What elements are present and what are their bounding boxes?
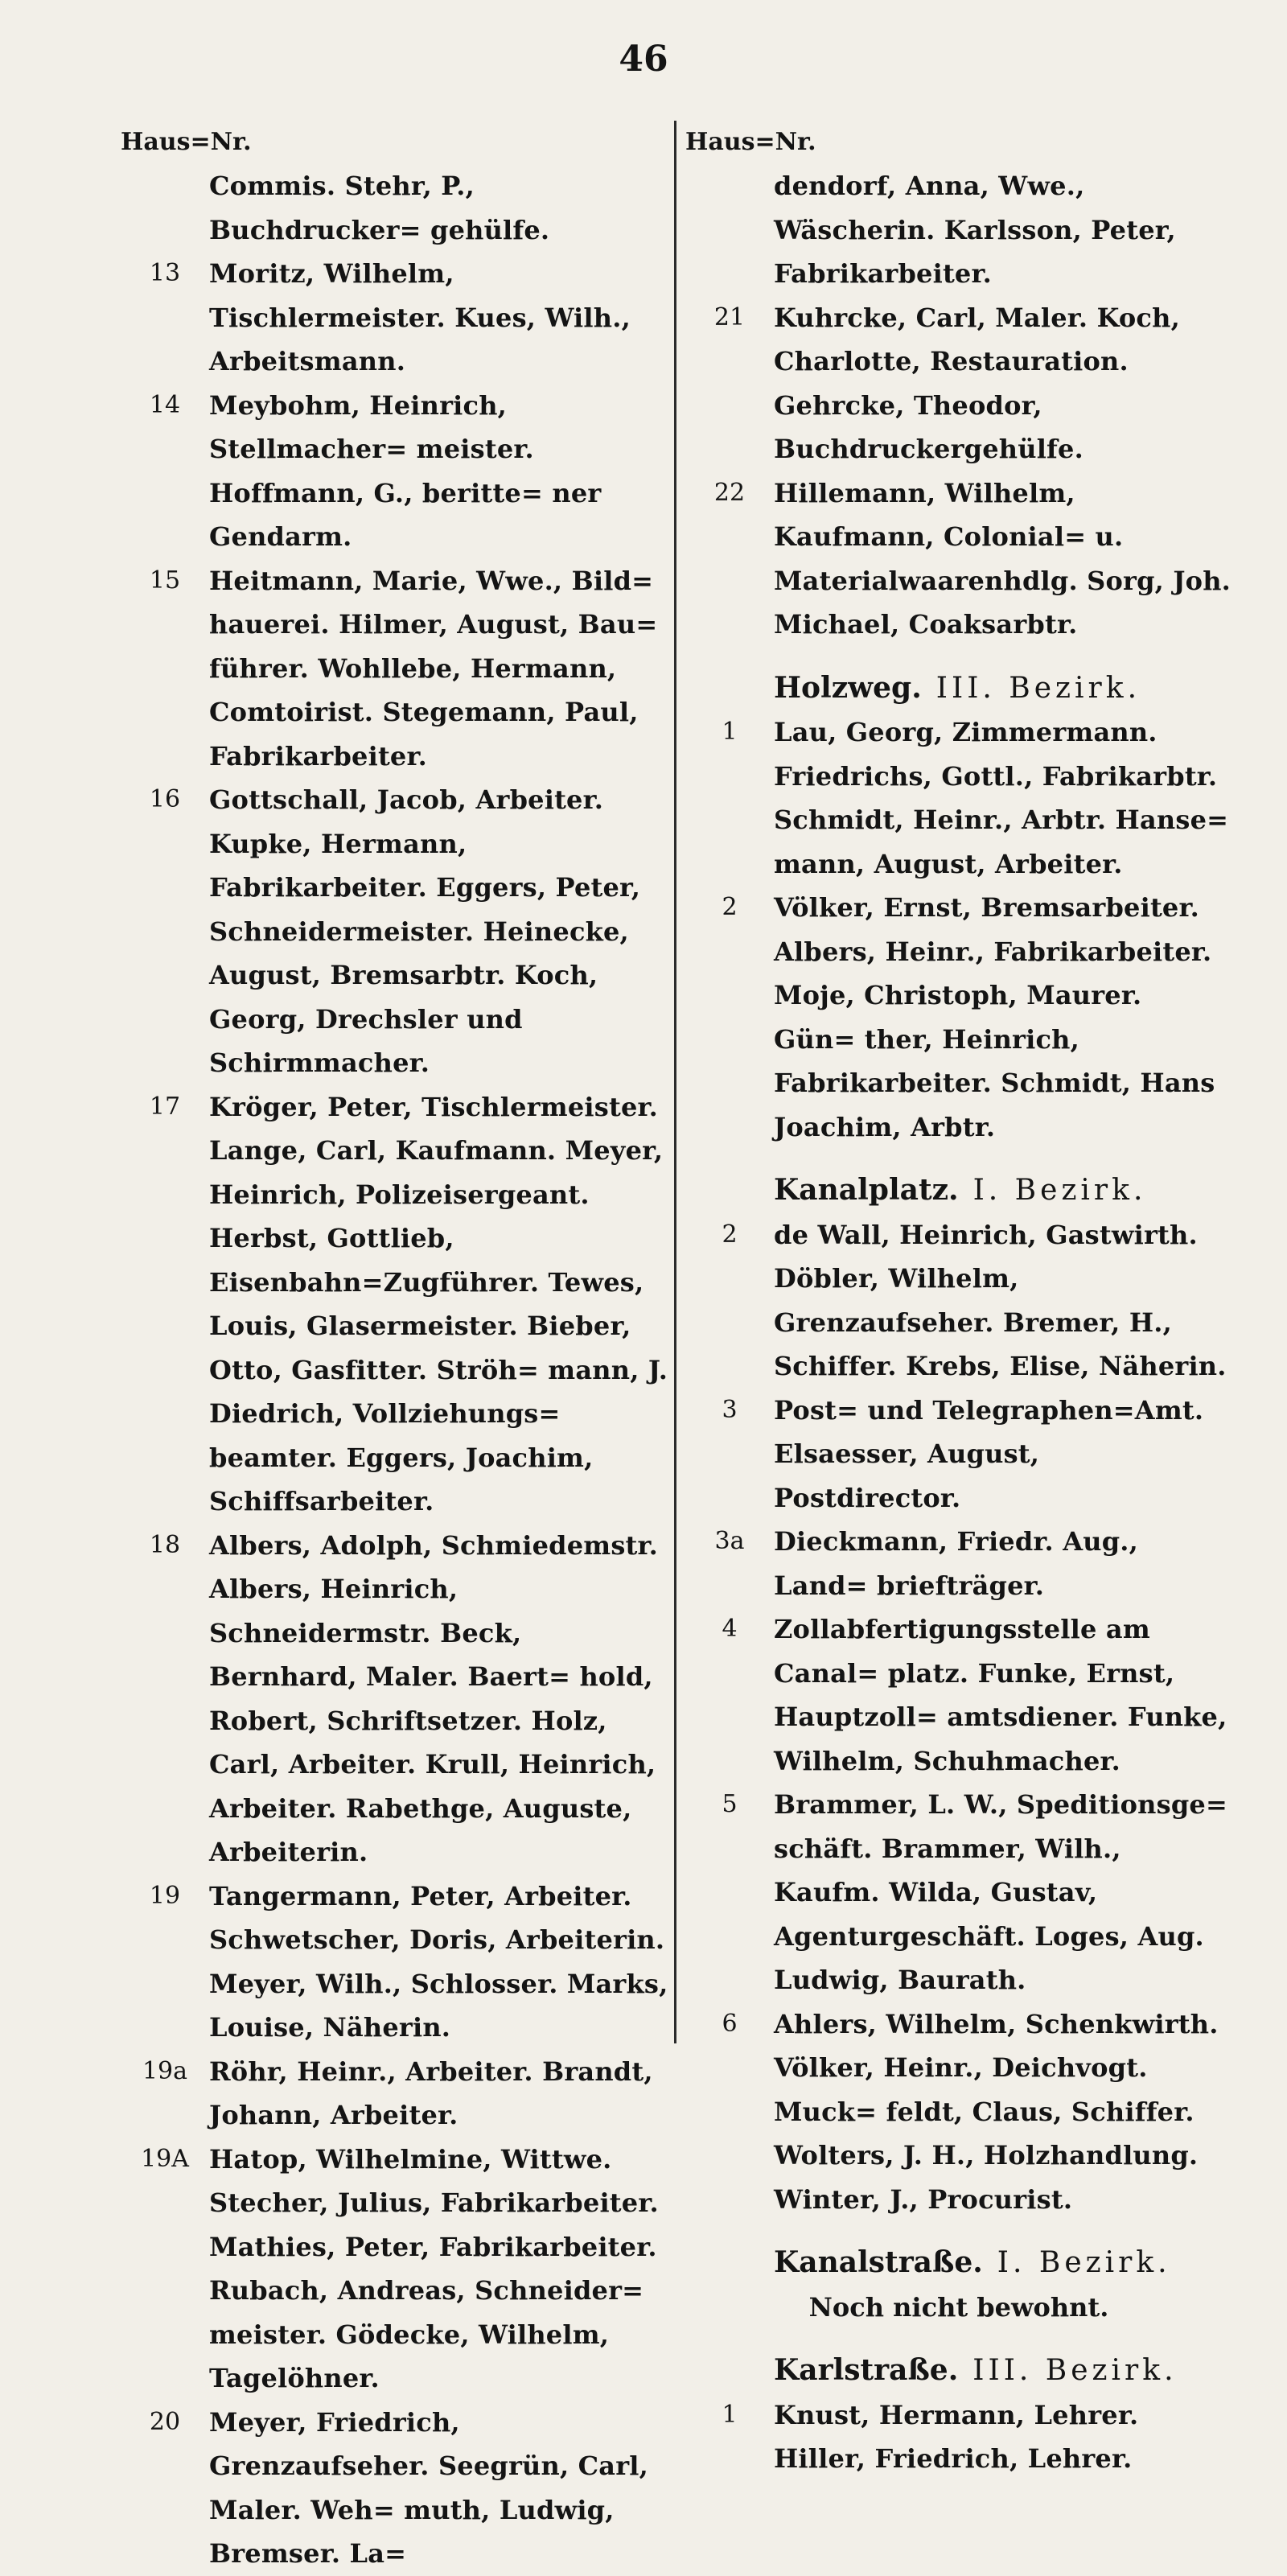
resident-text: Tangermann, Peter, Arbeiter. Schwetscher, Doris, Arbeiterin. Meyer, Wilh., Schlosser. Marks, Louise, Näherin. (209, 1880, 668, 2043)
house-number: 2 (722, 893, 738, 921)
house-number: 20 (149, 2407, 181, 2436)
resident-text: Lau, Georg, Zimmermann. Friedrichs, Gottl., Fabrikarbtr. Schmidt, Heinr., Arbtr. Hanse= mann, August, Arbeiter. (774, 717, 1229, 879)
house-number (685, 164, 774, 296)
resident-text: Commis. Stehr, P., Buchdrucker= gehülfe. (209, 171, 550, 245)
resident-text: de Wall, Heinrich, Gastwirth. Döbler, Wilhelm, Grenzaufseher. Bremer, H., Schiffer. Krebs, Elise, Näherin. (774, 1219, 1227, 1381)
house-number: 5 (722, 1790, 738, 1818)
house-number (121, 164, 209, 252)
street-heading-kanalstrasse (685, 2241, 1232, 2286)
resident-text: Post= und Telegraphen=Amt. Elsaesser, August, Postdirector. (774, 1394, 1204, 1513)
house-number: 14 (149, 390, 181, 419)
directory-entry (685, 710, 1232, 886)
house-number: 19a (142, 2056, 188, 2085)
street-heading-kanalplatz (685, 1168, 1232, 1213)
directory-entry (121, 2401, 676, 2576)
resident-text: Völker, Ernst, Bremsarbeiter. Albers, Heinr., Fabrikarbeiter. Moje, Christoph, Maurer. Gün= ther, Heinrich, Fabrikarbeiter. Schmidt, Hans Joachim, Arbtr. (774, 892, 1215, 1142)
directory-entry (685, 296, 1232, 471)
resident-text: dendorf, Anna, Wwe., Wäscherin. Karlsson, Peter, Fabrikarbeiter. (774, 171, 1176, 289)
resident-text: Gottschall, Jacob, Arbeiter. Kupke, Hermann, Fabrikarbeiter. Eggers, Peter, Schneidermeister. Heinecke, August, Bremsarbtr. Koch, Georg, Drechsler und Schirmmacher. (209, 784, 641, 1078)
house-number: 2 (722, 1220, 738, 1249)
directory-entry (121, 559, 676, 779)
resident-text: Röhr, Heinr., Arbeiter. Brandt, Johann, Arbeiter. (209, 2055, 653, 2130)
house-number: 4 (722, 1615, 738, 1643)
directory-entry (685, 1607, 1232, 1783)
house-number: 3 (722, 1395, 738, 1424)
street-heading-karlstrasse (685, 2348, 1232, 2393)
directory-entry (685, 471, 1232, 647)
directory-entry (685, 2002, 1232, 2222)
resident-text: Moritz, Wilhelm, Tischlermeister. Kues, Wilh., Arbeitsmann. (209, 258, 631, 377)
district-label: III. Bezirk. (972, 2354, 1178, 2387)
resident-text: Dieckmann, Friedr. Aug., Land= briefträger. (774, 1526, 1138, 1601)
holzweg-entries (685, 710, 1232, 1149)
directory-entry (121, 778, 676, 1085)
left-column (121, 121, 676, 2576)
karlstrasse-entries (685, 2393, 1232, 2481)
house-number: 1 (722, 718, 738, 746)
directory-entry (121, 1874, 676, 2050)
house-number: 21 (713, 302, 746, 331)
street-name: Kanalplatz. (774, 1173, 959, 1207)
not-inhabited-note: Noch nicht bewohnt. (808, 2291, 1109, 2323)
directory-entry (121, 2138, 676, 2401)
directory-entry (685, 1520, 1232, 1607)
house-number: 16 (149, 785, 181, 813)
resident-text: Knust, Hermann, Lehrer. Hiller, Friedrich, Lehrer. (774, 2399, 1139, 2474)
directory-entry (121, 384, 676, 559)
directory-entry (685, 164, 1232, 296)
directory-entry (121, 2050, 676, 2138)
district-label: III. Bezirk. (935, 671, 1141, 705)
directory-entry (685, 1389, 1232, 1520)
resident-text: Kröger, Peter, Tischlermeister. Lange, Carl, Kaufmann. Meyer, Heinrich, Polizeisergeant. Herbst, Gottlieb, Eisenbahn=Zugführer. Tewes, Louis, Glasermeister. Bieber, Otto, Gasfitter. Ströh= mann, J. Diedrich, Vollziehungs= beamter. Eggers, Joachim, Schiffsarbeiter. (209, 1091, 668, 1516)
house-number-header: Haus=Nr. (121, 128, 252, 156)
house-number: 6 (722, 2009, 738, 2038)
directory-entry (685, 1213, 1232, 1389)
resident-text: Meybohm, Heinrich, Stellmacher= meister. Hoffmann, G., beritte= ner Gendarm. (209, 389, 602, 552)
resident-text: Brammer, L. W., Speditionsge= schäft. Brammer, Wilh., Kaufm. Wilda, Gustav, Agenturgeschäft. Loges, Aug. Ludwig, Baurath. (774, 1789, 1227, 1995)
left-entries (121, 164, 676, 2576)
directory-entry (121, 252, 676, 384)
house-number: 22 (713, 478, 746, 507)
district-label: I. Bezirk. (997, 2246, 1171, 2279)
house-number: 18 (149, 1530, 181, 1559)
resident-text: Albers, Adolph, Schmiedemstr. Albers, Heinrich, Schneidermstr. Beck, Bernhard, Maler. Baert= hold, Robert, Schriftsetzer. Holz, Carl, Arbeiter. Krull, Heinrich, Arbeiter. Rabethge, Auguste, Arbeiterin. (209, 1529, 658, 1867)
house-number-header: Haus=Nr. (685, 128, 816, 156)
right-column (685, 121, 1232, 2481)
kanalplatz-entries (685, 1213, 1232, 2222)
house-number: 1 (722, 2400, 738, 2429)
resident-text: Meyer, Friedrich, Grenzaufseher. Seegrün, Carl, Maler. Weh= muth, Ludwig, Bremser. La= (209, 2406, 648, 2569)
right-entries-top (685, 164, 1232, 647)
page-number: 46 (619, 39, 668, 80)
directory-entry (121, 1085, 676, 1524)
street-name: Karlstraße. (774, 2353, 959, 2387)
resident-text: Zollabfertigungsstelle am Canal= platz. Funke, Ernst, Hauptzoll= amtsdiener. Funke, Wilhelm, Schuhmacher. (774, 1614, 1227, 1776)
resident-text: Hatop, Wilhelmine, Wittwe. Stecher, Julius, Fabrikarbeiter. Mathies, Peter, Fabrikarbeiter. Rubach, Andreas, Schneider= meister. Gödecke, Wilhelm, Tagelöhner. (209, 2143, 659, 2393)
house-number: 19 (149, 1881, 181, 1910)
street-name: Kanalstraße. (774, 2245, 983, 2279)
house-number: 13 (149, 259, 181, 287)
street-name: Holzweg. (774, 670, 922, 705)
resident-text: Ahlers, Wilhelm, Schenkwirth. Völker, Heinr., Deichvogt. Muck= feldt, Claus, Schiffer. Wolters, J. H., Holzhandlung. Winter, J., Procurist. (774, 2008, 1219, 2215)
directory-entry (685, 886, 1232, 1149)
directory-entry (685, 1783, 1232, 2002)
house-number: 15 (149, 566, 181, 595)
house-number: 3a (714, 1527, 745, 1555)
resident-text: Heitmann, Marie, Wwe., Bild= hauerei. Hilmer, August, Bau= führer. Wohllebe, Hermann, Comtoirist. Stegemann, Paul, Fabrikarbeiter. (209, 565, 658, 772)
directory-entry (121, 164, 676, 252)
resident-text: Hillemann, Wilhelm, Kaufmann, Colonial= u. Materialwaarenhdlg. Sorg, Joh. Michael, Coaksarbtr. (774, 477, 1231, 640)
directory-entry (685, 2393, 1232, 2481)
house-number: 19A (141, 2144, 189, 2173)
directory-entry (121, 1524, 676, 1874)
resident-text: Kuhrcke, Carl, Maler. Koch, Charlotte, Restauration. Gehrcke, Theodor, Buchdruckergehülfe. (774, 302, 1180, 464)
house-number: 17 (149, 1092, 181, 1121)
street-heading-holzweg (685, 666, 1232, 711)
district-label: I. Bezirk. (972, 1174, 1147, 1207)
